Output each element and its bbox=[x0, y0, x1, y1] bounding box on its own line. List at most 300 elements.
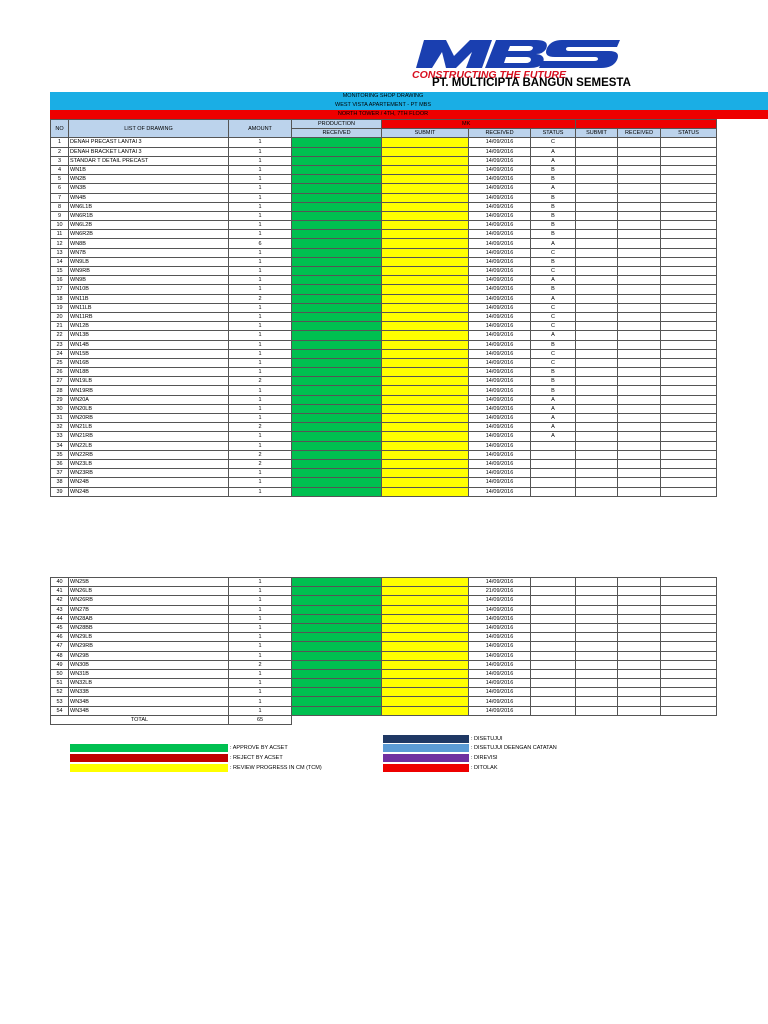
row-status-2 bbox=[661, 303, 717, 312]
row-drawing-name: WN20LB bbox=[69, 404, 229, 413]
row-production-received bbox=[292, 697, 382, 706]
row-no: 52 bbox=[51, 688, 69, 697]
row-received-2 bbox=[618, 679, 661, 688]
row-submit bbox=[382, 642, 469, 651]
row-received-2 bbox=[618, 697, 661, 706]
row-status-2 bbox=[661, 349, 717, 358]
row-submit-2 bbox=[576, 377, 618, 386]
row-status-2 bbox=[661, 147, 717, 156]
row-production-received bbox=[292, 706, 382, 715]
row-submit bbox=[382, 414, 469, 423]
row-production-received bbox=[292, 478, 382, 487]
row-submit bbox=[382, 184, 469, 193]
row-received-date: 14/09/2016 bbox=[469, 358, 531, 367]
row-production-received bbox=[292, 578, 382, 587]
row-status-2 bbox=[661, 459, 717, 468]
row-amount: 1 bbox=[229, 587, 292, 596]
table-row bbox=[51, 605, 717, 614]
row-submit bbox=[382, 578, 469, 587]
row-status-2 bbox=[661, 669, 717, 678]
title-band-3 bbox=[50, 110, 716, 119]
row-status-2 bbox=[661, 578, 717, 587]
row-production-received bbox=[292, 596, 382, 605]
row-submit-2 bbox=[576, 322, 618, 331]
table-row bbox=[51, 368, 717, 377]
row-drawing-name: WN2B bbox=[69, 175, 229, 184]
row-amount: 1 bbox=[229, 184, 292, 193]
row-amount: 2 bbox=[229, 377, 292, 386]
row-submit-2 bbox=[576, 404, 618, 413]
row-no: 21 bbox=[51, 322, 69, 331]
row-received-date: 14/09/2016 bbox=[469, 642, 531, 651]
row-received-date: 14/09/2016 bbox=[469, 404, 531, 413]
row-amount: 1 bbox=[229, 349, 292, 358]
row-submit-2 bbox=[576, 285, 618, 294]
row-production-received bbox=[292, 202, 382, 211]
row-submit-2 bbox=[576, 358, 618, 367]
row-submit bbox=[382, 202, 469, 211]
row-production-received bbox=[292, 669, 382, 678]
row-production-received bbox=[292, 414, 382, 423]
row-drawing-name: WN6L2B bbox=[69, 221, 229, 230]
legend-review: : REVIEW PROGRESS IN CM (TCM) bbox=[230, 765, 322, 771]
row-received-2 bbox=[618, 395, 661, 404]
row-amount: 1 bbox=[229, 605, 292, 614]
row-drawing-name: WN29RB bbox=[69, 642, 229, 651]
row-status bbox=[531, 587, 576, 596]
row-production-received bbox=[292, 165, 382, 174]
row-status-2 bbox=[661, 596, 717, 605]
table-row bbox=[51, 340, 717, 349]
row-drawing-name: WN20RB bbox=[69, 414, 229, 423]
table-row bbox=[51, 596, 717, 605]
row-submit-2 bbox=[576, 623, 618, 632]
row-drawing-name: WN21RB bbox=[69, 432, 229, 441]
row-drawing-name: DENAH PRECAST LANTAI 3 bbox=[69, 138, 229, 147]
row-drawing-name: WN16B bbox=[69, 358, 229, 367]
row-status-2 bbox=[661, 257, 717, 266]
row-production-received bbox=[292, 679, 382, 688]
row-no: 20 bbox=[51, 312, 69, 321]
row-received-2 bbox=[618, 349, 661, 358]
row-no: 14 bbox=[51, 257, 69, 266]
row-status: B bbox=[531, 257, 576, 266]
row-received-2 bbox=[618, 322, 661, 331]
band-extension-2 bbox=[716, 101, 768, 110]
row-drawing-name: WN14B bbox=[69, 340, 229, 349]
row-received-2 bbox=[618, 303, 661, 312]
row-status-2 bbox=[661, 358, 717, 367]
row-amount: 1 bbox=[229, 706, 292, 715]
row-status-2 bbox=[661, 267, 717, 276]
row-status: B bbox=[531, 285, 576, 294]
row-production-received bbox=[292, 651, 382, 660]
row-production-received bbox=[292, 285, 382, 294]
row-received-date: 14/09/2016 bbox=[469, 322, 531, 331]
legend-approve: : APPROVE BY ACSET bbox=[230, 745, 288, 751]
legend-swatch-direvisi bbox=[383, 754, 469, 762]
row-no: 26 bbox=[51, 368, 69, 377]
row-submit-2 bbox=[576, 147, 618, 156]
row-received-date: 14/09/2016 bbox=[469, 679, 531, 688]
row-received-date: 14/09/2016 bbox=[469, 221, 531, 230]
row-status-2 bbox=[661, 386, 717, 395]
row-drawing-name: WN11RB bbox=[69, 312, 229, 321]
row-submit-2 bbox=[576, 294, 618, 303]
row-status-2 bbox=[661, 679, 717, 688]
row-amount: 1 bbox=[229, 669, 292, 678]
row-production-received bbox=[292, 340, 382, 349]
table-row bbox=[51, 322, 717, 331]
row-submit-2 bbox=[576, 441, 618, 450]
table-row bbox=[51, 459, 717, 468]
row-status: B bbox=[531, 230, 576, 239]
band-title-3: NORTH TOWER / 4TH, 7TH FLOOR bbox=[337, 111, 429, 117]
row-production-received bbox=[292, 294, 382, 303]
row-submit-2 bbox=[576, 165, 618, 174]
row-drawing-name: WN28BB bbox=[69, 623, 229, 632]
row-submit-2 bbox=[576, 386, 618, 395]
row-no: 46 bbox=[51, 633, 69, 642]
total-label: TOTAL bbox=[51, 715, 229, 724]
row-no: 28 bbox=[51, 386, 69, 395]
row-submit bbox=[382, 331, 469, 340]
row-status-2 bbox=[661, 432, 717, 441]
row-submit-2 bbox=[576, 184, 618, 193]
row-no: 11 bbox=[51, 230, 69, 239]
row-submit bbox=[382, 276, 469, 285]
row-received-2 bbox=[618, 414, 661, 423]
row-no: 33 bbox=[51, 432, 69, 441]
row-status-2 bbox=[661, 697, 717, 706]
row-submit-2 bbox=[576, 679, 618, 688]
row-submit-2 bbox=[576, 312, 618, 321]
row-received-date: 14/09/2016 bbox=[469, 349, 531, 358]
row-status bbox=[531, 459, 576, 468]
row-amount: 1 bbox=[229, 322, 292, 331]
table-row bbox=[51, 669, 717, 678]
row-received-date: 21/09/2016 bbox=[469, 587, 531, 596]
row-received-2 bbox=[618, 642, 661, 651]
row-received-2 bbox=[618, 469, 661, 478]
row-drawing-name: WN18B bbox=[69, 368, 229, 377]
row-status-2 bbox=[661, 184, 717, 193]
row-drawing-name: WN6R1B bbox=[69, 211, 229, 220]
row-status: A bbox=[531, 414, 576, 423]
row-production-received bbox=[292, 358, 382, 367]
row-submit bbox=[382, 605, 469, 614]
row-production-received bbox=[292, 239, 382, 248]
row-no: 9 bbox=[51, 211, 69, 220]
row-drawing-name: WN11LB bbox=[69, 303, 229, 312]
row-status: B bbox=[531, 202, 576, 211]
row-submit bbox=[382, 404, 469, 413]
row-status-2 bbox=[661, 202, 717, 211]
row-drawing-name: WN22LB bbox=[69, 441, 229, 450]
row-received-2 bbox=[618, 377, 661, 386]
row-amount: 1 bbox=[229, 478, 292, 487]
row-received-2 bbox=[618, 587, 661, 596]
row-submit-2 bbox=[576, 175, 618, 184]
row-amount: 1 bbox=[229, 651, 292, 660]
row-submit bbox=[382, 441, 469, 450]
row-received-2 bbox=[618, 441, 661, 450]
row-submit bbox=[382, 147, 469, 156]
row-submit bbox=[382, 623, 469, 632]
table-row bbox=[51, 395, 717, 404]
row-submit-2 bbox=[576, 669, 618, 678]
row-submit bbox=[382, 596, 469, 605]
row-drawing-name: WN23LB bbox=[69, 459, 229, 468]
row-received-2 bbox=[618, 487, 661, 496]
row-drawing-name: WN24B bbox=[69, 487, 229, 496]
row-status-2 bbox=[661, 294, 717, 303]
row-drawing-name: WN9B bbox=[69, 276, 229, 285]
row-production-received bbox=[292, 423, 382, 432]
row-status-2 bbox=[661, 605, 717, 614]
row-status: A bbox=[531, 147, 576, 156]
row-status-2 bbox=[661, 441, 717, 450]
row-received-2 bbox=[618, 248, 661, 257]
row-status bbox=[531, 605, 576, 614]
row-no: 30 bbox=[51, 404, 69, 413]
row-production-received bbox=[292, 257, 382, 266]
row-received-2 bbox=[618, 193, 661, 202]
row-drawing-name: WN34B bbox=[69, 697, 229, 706]
row-received-date: 14/09/2016 bbox=[469, 239, 531, 248]
row-drawing-name: WN24B bbox=[69, 478, 229, 487]
row-status: C bbox=[531, 358, 576, 367]
row-no: 8 bbox=[51, 202, 69, 211]
row-submit bbox=[382, 633, 469, 642]
row-status: A bbox=[531, 395, 576, 404]
row-status-2 bbox=[661, 156, 717, 165]
row-drawing-name: WN26LB bbox=[69, 587, 229, 596]
row-amount: 1 bbox=[229, 285, 292, 294]
row-received-date: 14/09/2016 bbox=[469, 660, 531, 669]
row-amount: 1 bbox=[229, 276, 292, 285]
row-status bbox=[531, 469, 576, 478]
row-received-date: 14/09/2016 bbox=[469, 441, 531, 450]
band-title-1: MONITORING SHOP DRAWING bbox=[342, 93, 424, 99]
row-received-2 bbox=[618, 257, 661, 266]
row-production-received bbox=[292, 276, 382, 285]
row-amount: 1 bbox=[229, 221, 292, 230]
row-no: 43 bbox=[51, 605, 69, 614]
row-drawing-name: WN27B bbox=[69, 605, 229, 614]
row-received-date: 14/09/2016 bbox=[469, 368, 531, 377]
row-production-received bbox=[292, 230, 382, 239]
row-no: 12 bbox=[51, 239, 69, 248]
legend-swatch-disetujui bbox=[383, 735, 469, 743]
row-status-2 bbox=[661, 587, 717, 596]
row-drawing-name: WN21LB bbox=[69, 423, 229, 432]
table-row bbox=[51, 697, 717, 706]
legend-ditolak: : DITOLAK bbox=[471, 765, 498, 771]
row-received-2 bbox=[618, 660, 661, 669]
row-drawing-name: WN29LB bbox=[69, 633, 229, 642]
row-submit-2 bbox=[576, 414, 618, 423]
row-status-2 bbox=[661, 706, 717, 715]
row-production-received bbox=[292, 688, 382, 697]
row-received-date: 14/09/2016 bbox=[469, 276, 531, 285]
row-no: 16 bbox=[51, 276, 69, 285]
row-production-received bbox=[292, 623, 382, 632]
row-production-received bbox=[292, 349, 382, 358]
row-status-2 bbox=[661, 138, 717, 147]
row-no: 38 bbox=[51, 478, 69, 487]
col-mk-status: STATUS bbox=[531, 129, 576, 138]
row-submit-2 bbox=[576, 450, 618, 459]
row-submit bbox=[382, 614, 469, 623]
row-received-date: 14/09/2016 bbox=[469, 706, 531, 715]
row-submit bbox=[382, 349, 469, 358]
row-submit bbox=[382, 239, 469, 248]
row-received-2 bbox=[618, 706, 661, 715]
row-no: 6 bbox=[51, 184, 69, 193]
row-amount: 1 bbox=[229, 358, 292, 367]
row-status: A bbox=[531, 331, 576, 340]
row-submit bbox=[382, 697, 469, 706]
row-submit-2 bbox=[576, 267, 618, 276]
row-no: 2 bbox=[51, 147, 69, 156]
row-received-date: 14/09/2016 bbox=[469, 688, 531, 697]
row-status bbox=[531, 697, 576, 706]
table-row bbox=[51, 294, 717, 303]
row-production-received bbox=[292, 377, 382, 386]
row-production-received bbox=[292, 487, 382, 496]
row-status bbox=[531, 441, 576, 450]
drawing-table-continued bbox=[50, 577, 717, 725]
row-no: 23 bbox=[51, 340, 69, 349]
row-submit-2 bbox=[576, 340, 618, 349]
row-production-received bbox=[292, 322, 382, 331]
row-no: 22 bbox=[51, 331, 69, 340]
row-received-date: 14/09/2016 bbox=[469, 669, 531, 678]
row-received-date: 14/09/2016 bbox=[469, 578, 531, 587]
table-row bbox=[51, 688, 717, 697]
table-row bbox=[51, 239, 717, 248]
row-received-2 bbox=[618, 605, 661, 614]
row-submit bbox=[382, 165, 469, 174]
row-submit bbox=[382, 395, 469, 404]
table-row bbox=[51, 147, 717, 156]
row-no: 32 bbox=[51, 423, 69, 432]
table-row bbox=[51, 441, 717, 450]
title-band-2 bbox=[50, 101, 716, 110]
row-status-2 bbox=[661, 211, 717, 220]
row-received-2 bbox=[618, 221, 661, 230]
row-amount: 1 bbox=[229, 432, 292, 441]
row-submit-2 bbox=[576, 596, 618, 605]
row-status: A bbox=[531, 404, 576, 413]
row-received-date: 14/09/2016 bbox=[469, 487, 531, 496]
row-status: C bbox=[531, 349, 576, 358]
row-amount: 1 bbox=[229, 469, 292, 478]
row-amount: 1 bbox=[229, 138, 292, 147]
row-production-received bbox=[292, 138, 382, 147]
col-received: RECEIVED bbox=[292, 129, 382, 138]
row-status: A bbox=[531, 184, 576, 193]
row-submit-2 bbox=[576, 248, 618, 257]
row-submit-2 bbox=[576, 651, 618, 660]
row-production-received bbox=[292, 605, 382, 614]
row-status-2 bbox=[661, 377, 717, 386]
row-status-2 bbox=[661, 395, 717, 404]
row-status-2 bbox=[661, 175, 717, 184]
row-submit bbox=[382, 432, 469, 441]
row-production-received bbox=[292, 633, 382, 642]
row-submit bbox=[382, 450, 469, 459]
row-status-2 bbox=[661, 651, 717, 660]
row-production-received bbox=[292, 267, 382, 276]
row-status: A bbox=[531, 432, 576, 441]
row-status-2 bbox=[661, 414, 717, 423]
row-drawing-name: WN23RB bbox=[69, 469, 229, 478]
row-status bbox=[531, 651, 576, 660]
row-received-date: 14/09/2016 bbox=[469, 450, 531, 459]
col-list: LIST OF DRAWING bbox=[69, 120, 229, 138]
row-amount: 1 bbox=[229, 368, 292, 377]
row-amount: 1 bbox=[229, 303, 292, 312]
row-submit bbox=[382, 322, 469, 331]
row-received-2 bbox=[618, 651, 661, 660]
legend-direvisi: : DIREVISI bbox=[471, 755, 498, 761]
col-submit-2: SUBMIT bbox=[576, 129, 618, 138]
row-submit-2 bbox=[576, 303, 618, 312]
row-submit bbox=[382, 248, 469, 257]
row-amount: 1 bbox=[229, 487, 292, 496]
row-status bbox=[531, 578, 576, 587]
row-submit bbox=[382, 267, 469, 276]
row-amount: 1 bbox=[229, 688, 292, 697]
row-status bbox=[531, 487, 576, 496]
row-received-date: 14/09/2016 bbox=[469, 193, 531, 202]
row-received-2 bbox=[618, 147, 661, 156]
row-drawing-name: WN4B bbox=[69, 193, 229, 202]
row-submit-2 bbox=[576, 614, 618, 623]
row-production-received bbox=[292, 660, 382, 669]
row-status-2 bbox=[661, 423, 717, 432]
table-row bbox=[51, 414, 717, 423]
row-no: 36 bbox=[51, 459, 69, 468]
row-received-2 bbox=[618, 623, 661, 632]
row-no: 42 bbox=[51, 596, 69, 605]
row-submit bbox=[382, 377, 469, 386]
row-no: 53 bbox=[51, 697, 69, 706]
row-received-2 bbox=[618, 578, 661, 587]
row-received-2 bbox=[618, 368, 661, 377]
row-submit bbox=[382, 386, 469, 395]
row-amount: 1 bbox=[229, 441, 292, 450]
row-no: 49 bbox=[51, 660, 69, 669]
row-received-date: 14/09/2016 bbox=[469, 395, 531, 404]
row-received-date: 14/09/2016 bbox=[469, 331, 531, 340]
row-received-2 bbox=[618, 423, 661, 432]
table-row bbox=[51, 230, 717, 239]
row-amount: 1 bbox=[229, 633, 292, 642]
row-production-received bbox=[292, 156, 382, 165]
row-drawing-name: WN29B bbox=[69, 651, 229, 660]
row-drawing-name: WN20A bbox=[69, 395, 229, 404]
row-status-2 bbox=[661, 322, 717, 331]
row-drawing-name: WN11B bbox=[69, 294, 229, 303]
row-submit-2 bbox=[576, 257, 618, 266]
band-extension-1 bbox=[716, 92, 768, 101]
row-received-date: 14/09/2016 bbox=[469, 211, 531, 220]
row-amount: 1 bbox=[229, 331, 292, 340]
row-amount: 1 bbox=[229, 202, 292, 211]
